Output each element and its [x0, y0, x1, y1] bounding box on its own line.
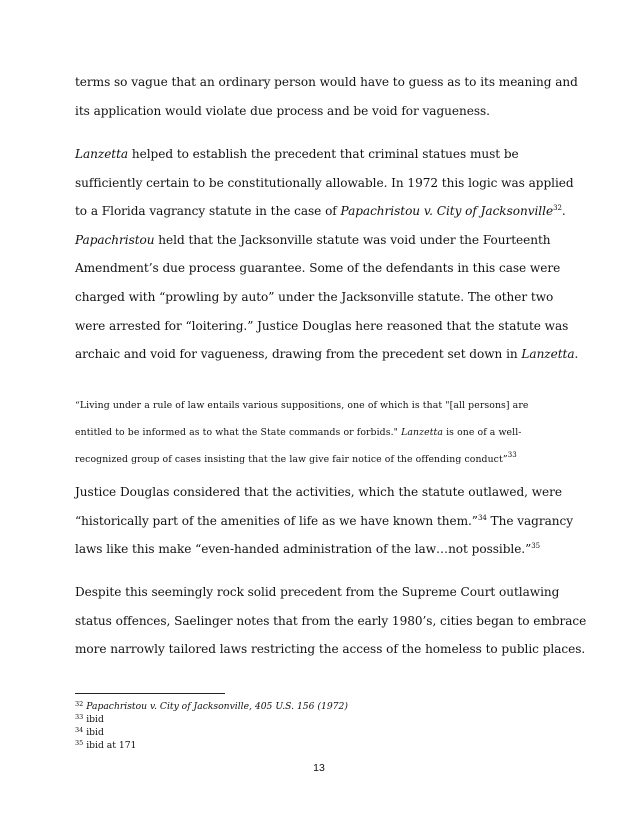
text-line: [75, 140, 565, 169]
text-run: archaic and void for vagueness, drawing from the precedent set down in: [75, 347, 522, 362]
text-line: [75, 535, 565, 564]
case-name: Lanzetta: [401, 427, 444, 438]
footnote-separator: [75, 693, 225, 694]
text-run: held that the Jacksonville statute was void under the Fourteenth: [154, 232, 551, 247]
page-number: 13: [313, 762, 325, 774]
quote-line: [75, 446, 565, 473]
footnote-item: [75, 700, 348, 713]
text-line: sufficiently certain to be constitutionally allowable. In 1972 this logic was applied: [75, 175, 574, 190]
footnote-number: 32: [75, 700, 84, 708]
block-quote: [75, 392, 565, 473]
text-run: The vagrancy: [486, 513, 573, 528]
paragraph-2: [75, 140, 579, 369]
text-run: laws like this make “even-handed administration of the law…not possible.”: [75, 542, 532, 557]
text-line: terms so vague that an ordinary person would have to guess as to its meaning and: [75, 75, 578, 89]
text-line: [75, 507, 573, 536]
text-line: Despite this seemingly rock solid precedent from the Supreme Court outlawing: [75, 585, 560, 599]
footnote-item: [75, 713, 348, 726]
text-line: Justice Douglas considered that the activities, which the statute outlawed, were: [75, 485, 562, 499]
text-run: helped to establish the precedent that criminal statues must be: [128, 147, 519, 161]
text-run: .: [561, 204, 566, 219]
text-line: [75, 197, 565, 226]
text-run: recognized group of cases insisting that the law give fair notice of the offending conduct”: [75, 454, 508, 465]
text-run: .: [574, 347, 579, 362]
footnote-ref: 35: [531, 542, 541, 551]
case-name: Papachristou: [75, 232, 155, 247]
footnote-text: Papachristou v. City of Jacksonville, 405 U.S. 156 (1972): [86, 701, 348, 712]
text-line: Amendment’s due process guarantee. Some of the defendants in this case were: [75, 261, 561, 276]
case-name: Lanzetta: [75, 147, 129, 161]
text-line: [75, 226, 565, 255]
text-run: entitled to be informed as to what the State commands or forbids.": [75, 427, 402, 438]
case-name: Papachristou v. City of Jacksonville: [340, 204, 554, 219]
text-run: “historically part of the amenities of life as we have known them.”: [75, 513, 478, 528]
text-run: to a Florida vagrancy statute in the case of: [75, 204, 341, 219]
paragraph-3: [75, 478, 573, 564]
paragraph-1: [75, 68, 578, 125]
text-run: is one of a well-: [443, 427, 522, 438]
text-line: more narrowly tailored laws restricting the access of the homeless to public places.: [75, 642, 586, 657]
quote-line: “Living under a rule of law entails various suppositions, one of which is that "[all persons] are: [75, 400, 529, 411]
text-line: its application would violate due process and be void for vagueness.: [75, 103, 490, 118]
footnote-ref: 34: [477, 513, 487, 522]
footnote-text: ibid: [86, 727, 104, 739]
text-line: were arrested for “loitering.” Justice Douglas here reasoned that the statute was: [75, 318, 569, 333]
footnote-item: [75, 739, 348, 752]
text-line: status offences, Saelinger notes that from the early 1980’s, cities began to embrace: [75, 613, 587, 628]
footnote-item: [75, 726, 348, 739]
case-name: Lanzetta: [521, 347, 575, 362]
text-line: [75, 340, 579, 369]
footnote-number: 34: [75, 726, 84, 735]
footnote-text: ibid: [86, 714, 104, 726]
footnote-ref: 32: [553, 204, 562, 213]
footnote-number: 33: [75, 713, 84, 722]
footnote-text: ibid at 171: [86, 740, 137, 752]
paragraph-4: [75, 578, 587, 664]
text-line: charged with “prowling by auto” under the Jacksonville statute. The other two: [75, 289, 554, 304]
footnote-ref: 33: [507, 451, 517, 459]
footnotes: [75, 700, 348, 752]
quote-line: [75, 419, 565, 446]
footnote-number: 35: [75, 739, 84, 748]
